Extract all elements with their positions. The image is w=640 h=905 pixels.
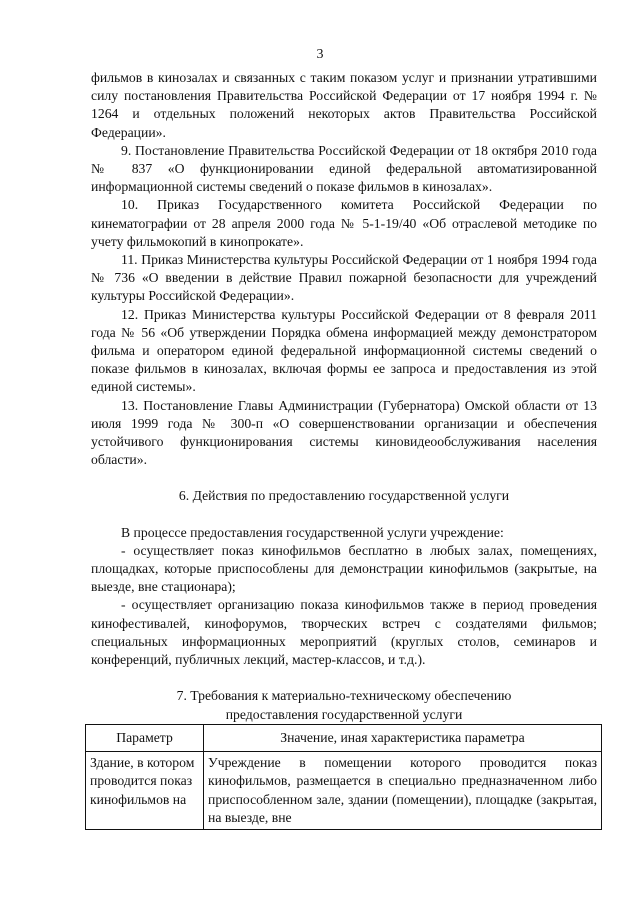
paragraph-continuation: фильмов в кинозалах и связанных с таким показом услуг и признании утратившими силу постановления Правительства Российской Федерации от 17 ноября 1994 г. № 1264 и отдельных положений некоторых актов Правительства Российской Федерации».: [91, 70, 597, 140]
section-6-item-2: - осуществляет организацию показа кинофильмов также в период проведения кинофестивалей, кинофорумов, творческих встреч с создателями фильмов; специальных информационных мероприятий (круглых столов, семинаров и конференций, публичных лекций, мастер-классов, и т.д.).: [91, 597, 597, 668]
table-cell-value: Учреждение в помещении которого проводится показ кинофильмов, размещается в специально предназначенном либо приспособленном зале, здании (помещении), площадке (закрытая, на выезде, вне: [204, 752, 602, 830]
table-header-row: [86, 725, 602, 752]
table-row: [86, 752, 602, 830]
paragraph-item-11: 11. Приказ Министерства культуры Российской Федерации от 1 ноября 1994 года № 736 «О введении в действие Правил пожарной безопасности для учреждений культуры Российской Федерации».: [91, 252, 597, 304]
section-7-heading-line-2: предоставления государственной услуги: [225, 706, 463, 722]
paragraph-item-13: 13. Постановление Главы Администрации (Губернатора) Омской области от 13 июля 1999 года № 300-п «О совершенствовании организации и обеспечения устойчивого функционирования системы киновидеообслуживания населения области».: [91, 397, 597, 468]
page-number: 3: [316, 47, 324, 62]
section-6-heading: 6. Действия по предоставлению государственной услуги: [178, 488, 510, 504]
paragraph-item-12: 12. Приказ Министерства культуры Российской Федерации от 8 февраля 2011 года № 56 «Об утверждении Порядка обмена информацией между демонстратором фильма и оператором единой федеральной информационной системы сведений о показе фильмов в кинозалах, включая формы ее запроса и предоставления из этой единой системы».: [91, 306, 597, 395]
section-7-heading-line-1: 7. Требования к материально-техническому обеспечению: [176, 688, 512, 704]
table-header-value: Значение, иная характеристика параметра: [204, 725, 602, 752]
section-6-intro: В процессе предоставления государственной услуги учреждение:: [121, 524, 504, 540]
table-cell-parameter: Здание, в котором проводится показ кинофильмов на: [86, 752, 204, 830]
requirements-table: [85, 724, 602, 830]
document-body: [91, 69, 597, 724]
section-6-item-1: - осуществляет показ кинофильмов бесплатно в любых залах, помещениях, площадках, которые приспособлены для демонстрации кинофильмов (закрытые, на выезде, вне стационара);: [91, 542, 597, 595]
paragraph-item-9: 9. Постановление Правительства Российской Федерации от 18 октября 2010 года № 837 «О функционировании единой федеральной автоматизированной информационной системы сведений о показе фильмов в кинозалах».: [91, 142, 597, 195]
table-header-parameter: Параметр: [86, 725, 204, 752]
paragraph-item-10: 10. Приказ Государственного комитета Российской Федерации по кинематографии от 28 апреля 2000 года № 5-1-19/40 «Об отраслевой методике по учету фильмокопий в кинопрокате».: [91, 197, 597, 249]
